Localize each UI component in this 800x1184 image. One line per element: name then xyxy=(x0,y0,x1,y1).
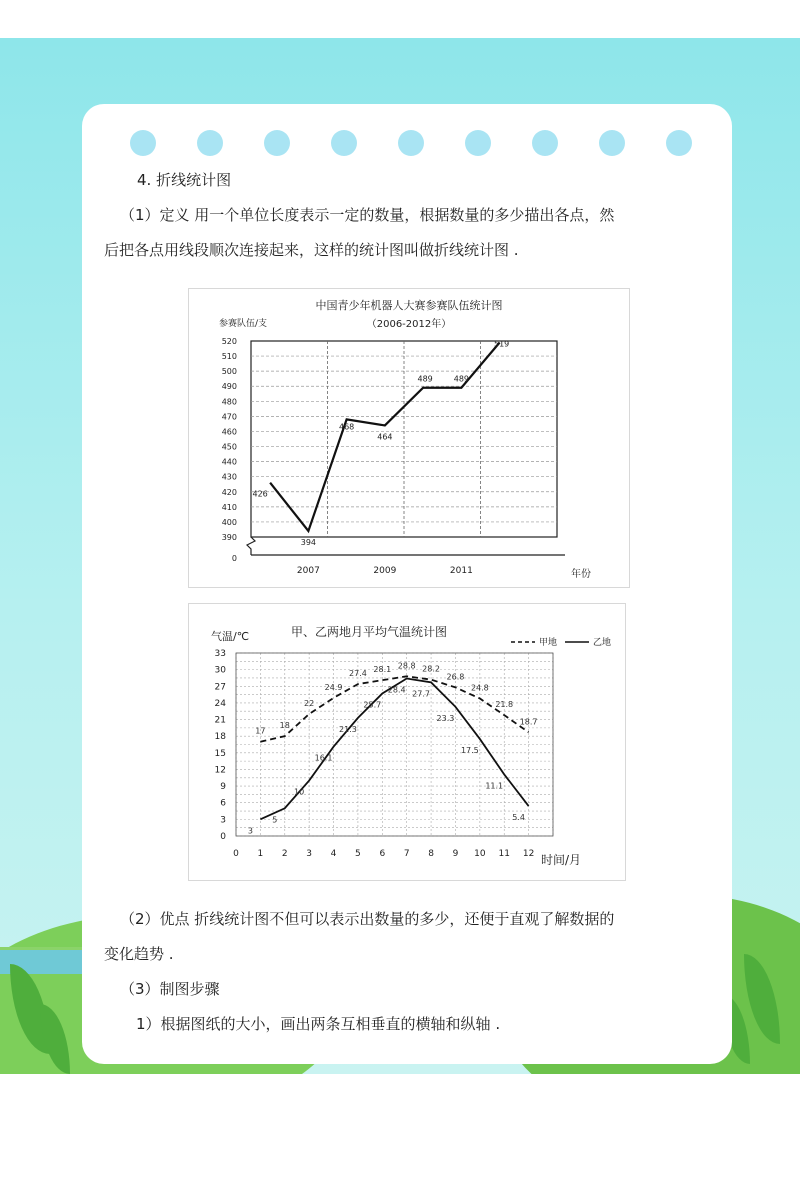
data-label: 24.9 xyxy=(324,682,343,692)
legend-label: 甲地 xyxy=(539,638,558,648)
y-tick-label: 400 xyxy=(221,517,237,527)
data-label: 28.4 xyxy=(387,685,406,695)
data-label: 21.8 xyxy=(495,700,514,710)
data-label: 27.7 xyxy=(412,689,430,699)
y-tick-label: 510 xyxy=(221,352,237,362)
y-tick-label: 420 xyxy=(221,487,237,497)
data-label: 468 xyxy=(338,422,355,432)
binder-hole-icon xyxy=(331,130,357,156)
y-tick-label: 30 xyxy=(214,665,226,676)
y-tick-label: 33 xyxy=(214,649,226,659)
y-tick-label: 21 xyxy=(214,715,226,726)
x-tick-label: 2009 xyxy=(373,566,397,576)
binder-hole-icon xyxy=(599,130,625,156)
definition-line-2: 后把各点用线段顺次连接起来，这样的统计图叫做折线统计图 . xyxy=(104,241,519,259)
y-tick-label: 27 xyxy=(214,682,226,693)
y-tick-label: 6 xyxy=(220,798,226,809)
binder-hole-icon xyxy=(130,130,156,156)
x-tick-label: 8 xyxy=(428,849,434,859)
data-label: 17.5 xyxy=(460,745,479,755)
x-tick-label: 2011 xyxy=(449,566,473,576)
x-tick-label: 11 xyxy=(498,849,510,859)
binder-hole-icon xyxy=(398,130,424,156)
data-label: 18.7 xyxy=(519,717,538,727)
data-label: 5 xyxy=(272,815,278,825)
x-tick-label: 10 xyxy=(474,849,486,859)
data-label: 5.4 xyxy=(512,813,525,823)
advantage-line-2: 变化趋势 . xyxy=(104,945,174,963)
y-axis-label: 参赛队伍/支 xyxy=(219,319,268,329)
step-1: 1）根据图纸的大小，画出两条互相垂直的横轴和纵轴 . xyxy=(136,1015,501,1033)
data-label: 394 xyxy=(300,537,317,547)
data-label: 3 xyxy=(247,826,253,836)
section-title: 4. 折线统计图 xyxy=(137,171,232,189)
x-tick-label: 0 xyxy=(233,849,239,859)
data-label: 17 xyxy=(255,726,266,736)
steps-heading: （3）制图步骤 xyxy=(120,980,220,998)
advantage-line-1: （2）优点 折线统计图不但可以表示出数量的多少，还便于直观了解数据的 xyxy=(120,910,615,928)
x-tick-label: 3 xyxy=(306,849,313,859)
data-label: 18 xyxy=(279,721,290,731)
data-label: 27.4 xyxy=(349,669,367,679)
y-tick-label: 500 xyxy=(221,367,237,377)
data-label: 28.8 xyxy=(397,661,416,671)
binder-hole-icon xyxy=(465,130,491,156)
chart-temperature-svg xyxy=(189,604,625,880)
data-label: 23.3 xyxy=(436,713,455,723)
x-tick-label: 6 xyxy=(379,849,386,859)
y-axis-label: 气温/℃ xyxy=(211,630,250,643)
y-tick-label: 3 xyxy=(220,815,226,826)
binder-hole-icon xyxy=(197,130,223,156)
chart-temperature xyxy=(188,603,626,881)
data-label: 25.7 xyxy=(363,700,382,710)
y-tick-label: 9 xyxy=(220,782,226,793)
chart-subtitle: （2006-2012年） xyxy=(366,319,452,330)
data-label: 489 xyxy=(453,374,470,384)
data-label: 426 xyxy=(252,489,268,499)
y-tick-label: 0 xyxy=(231,554,237,563)
x-tick-label: 4 xyxy=(330,849,337,859)
data-label: 464 xyxy=(377,432,393,442)
y-tick-label: 520 xyxy=(221,337,237,346)
x-tick-label: 5 xyxy=(355,849,361,859)
x-tick-label: 2007 xyxy=(296,566,320,576)
binder-hole-icon xyxy=(666,130,692,156)
y-tick-label: 15 xyxy=(214,748,226,759)
data-label: 489 xyxy=(417,374,433,384)
series-line-yi xyxy=(260,679,528,823)
binder-hole-icon xyxy=(264,130,290,156)
y-tick-label: 18 xyxy=(214,732,226,743)
legend-label: 乙地 xyxy=(593,638,612,648)
y-tick-label: 480 xyxy=(221,397,237,407)
y-tick-label: 440 xyxy=(221,457,237,467)
x-tick-label: 7 xyxy=(403,849,410,859)
x-axis-label: 时间/月 xyxy=(541,853,582,867)
data-label: 16.1 xyxy=(314,753,333,763)
y-tick-label: 390 xyxy=(221,533,237,542)
data-label: 26.8 xyxy=(446,672,465,682)
x-tick-label: 12 xyxy=(522,849,535,859)
x-tick-label: 9 xyxy=(452,849,459,859)
y-tick-label: 24 xyxy=(214,698,226,709)
y-tick-label: 410 xyxy=(221,502,237,512)
data-label: 519 xyxy=(493,339,510,349)
data-label: 28.2 xyxy=(422,664,440,674)
binder-hole-icon xyxy=(532,130,558,156)
data-label: 22 xyxy=(304,699,315,708)
y-tick-label: 12 xyxy=(214,765,226,776)
data-label: 10 xyxy=(294,787,305,797)
data-label: 21.3 xyxy=(339,724,357,734)
chart-robot-teams xyxy=(188,288,630,588)
definition-line-1: （1）定义 用一个单位长度表示一定的数量，根据数量的多少描出各点，然 xyxy=(120,206,615,224)
y-tick-label: 490 xyxy=(221,382,237,392)
chart-robot-teams-svg xyxy=(189,289,629,587)
x-tick-label: 1 xyxy=(257,849,264,859)
y-tick-label: 430 xyxy=(221,472,237,482)
y-tick-label: 450 xyxy=(221,442,237,452)
data-label: 28.1 xyxy=(373,665,392,675)
data-label: 24.8 xyxy=(470,683,489,693)
y-tick-label: 470 xyxy=(221,412,237,422)
x-axis-label: 年份 xyxy=(571,569,591,580)
axis-break-icon xyxy=(247,537,255,555)
x-tick-label: 2 xyxy=(281,849,288,859)
y-tick-label: 0 xyxy=(220,832,226,842)
chart-title: 甲、乙两地月平均气温统计图 xyxy=(290,625,448,639)
chart-title: 中国青少年机器人大赛参赛队伍统计图 xyxy=(315,299,503,312)
data-label: 11.1 xyxy=(485,781,504,791)
y-tick-label: 460 xyxy=(221,427,237,437)
